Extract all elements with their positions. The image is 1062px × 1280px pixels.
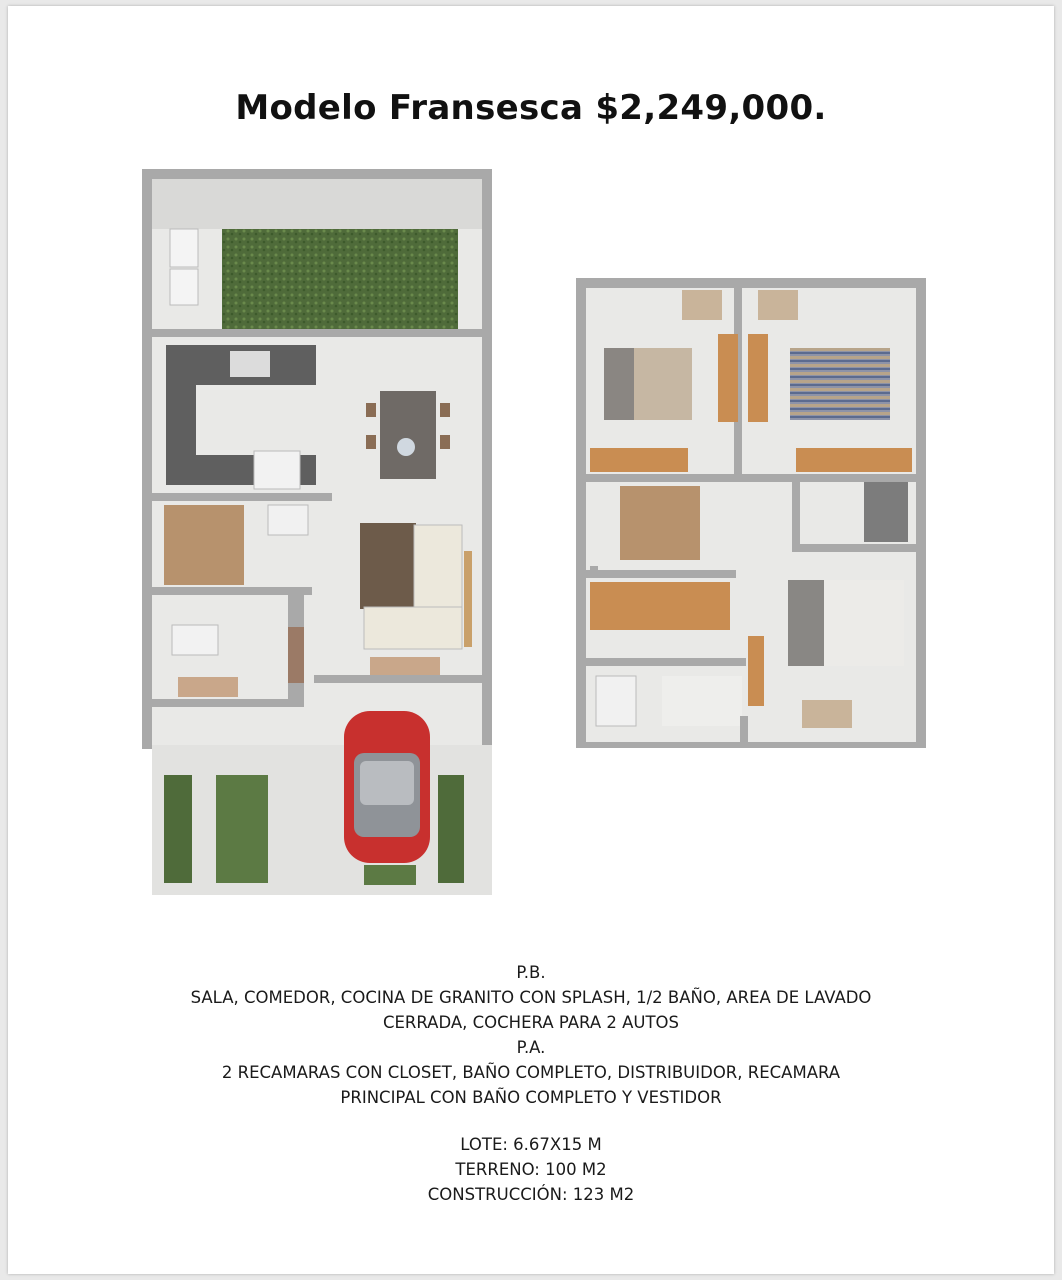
description-block (0, 960, 1062, 1207)
upper-floor-label: P.A. (516, 1038, 546, 1057)
upper-floor-line-2: PRINCIPAL CON BAÑO COMPLETO Y VESTIDOR (340, 1088, 722, 1107)
upper-floor-plan (574, 276, 930, 756)
spec-lote: LOTE: 6.67X15 M (460, 1135, 602, 1154)
upper-floor-line-1: 2 RECAMARAS CON CLOSET, BAÑO COMPLETO, DISTRIBUIDOR, RECAMARA (221, 1063, 841, 1082)
spacer (0, 1110, 1062, 1132)
spec-terreno: TERRENO: 100 M2 (455, 1160, 607, 1179)
ground-floor-plan (138, 165, 498, 895)
page-title: Modelo Fransesca $2,249,000. (235, 88, 827, 128)
spec-construccion: CONSTRUCCIÓN: 123 M2 (427, 1185, 635, 1204)
ground-floor-line-1: SALA, COMEDOR, COCINA DE GRANITO CON SPLASH, 1/2 BAÑO, AREA DE LAVADO (190, 988, 872, 1007)
ground-floor-label: P.B. (516, 963, 546, 982)
ground-floor-line-2: CERRADA, COCHERA PARA 2 AUTOS (382, 1013, 680, 1032)
